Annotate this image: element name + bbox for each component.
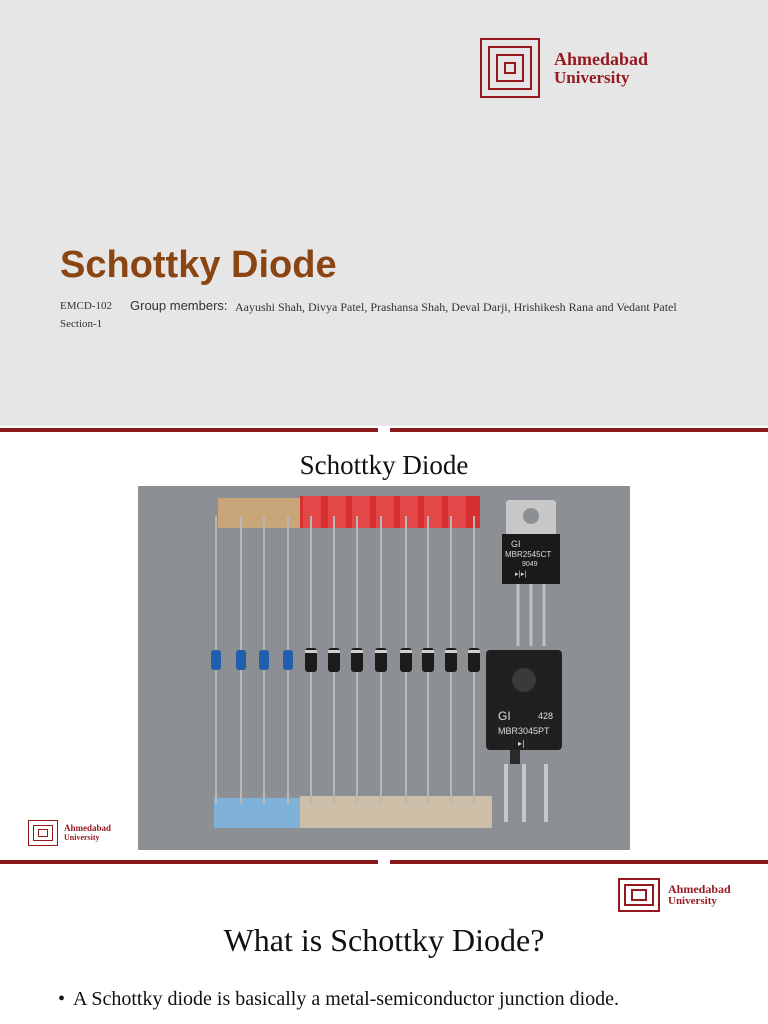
logo-line2: University	[64, 832, 100, 842]
logo-line1: Ahmedabad	[64, 823, 112, 834]
slide-title	[0, 0, 768, 426]
slide-divider	[0, 858, 768, 866]
svg-text:▸|▸|: ▸|▸|	[515, 570, 527, 578]
slide3-title: What is Schottky Diode?	[223, 922, 545, 958]
svg-text:▸|: ▸|	[518, 739, 525, 748]
to220-mark-3: 9049	[522, 561, 538, 568]
bullet-list	[58, 988, 619, 1015]
logo-line2: University	[554, 67, 630, 87]
university-logo	[480, 38, 648, 98]
logo-mark-icon	[28, 820, 58, 846]
bullet-item: • A Schottky diode is basically a metal-semiconductor junction diode.	[58, 988, 619, 1011]
slide-divider	[0, 426, 768, 434]
logo-mark-icon	[618, 878, 660, 912]
bottom-tape-beige	[300, 796, 492, 828]
logo-line2: University	[668, 894, 717, 907]
university-logo	[618, 878, 731, 912]
logo-mark-icon	[480, 38, 540, 98]
slide-title-heading: Schottky Diode	[60, 244, 337, 286]
group-members-label: Group members:	[130, 298, 228, 313]
group-members-list: Aayushi Shah, Divya Patel, Prashansa Shah, Deval Darji, Hrishikesh Rana and Vedant Patel	[235, 300, 677, 314]
to220-mark-2: MBR2545CT	[505, 550, 552, 559]
diode-photo	[138, 486, 630, 850]
slide-definition	[0, 866, 768, 1024]
to247-mark-3: MBR3045PT	[498, 726, 550, 736]
to247-mark-2: 428	[538, 711, 554, 721]
to220-mark-1: GI	[511, 539, 521, 549]
logo-line1: Ahmedabad	[668, 881, 731, 896]
section-label: Section-1	[60, 318, 103, 330]
slide-photo	[0, 434, 768, 858]
to247-mark-1: GI	[498, 709, 511, 723]
slide2-title: Schottky Diode	[299, 450, 469, 480]
logo-line1: Ahmedabad	[554, 48, 649, 69]
university-logo-small	[28, 820, 111, 846]
course-code: EMCD-102	[60, 300, 112, 312]
